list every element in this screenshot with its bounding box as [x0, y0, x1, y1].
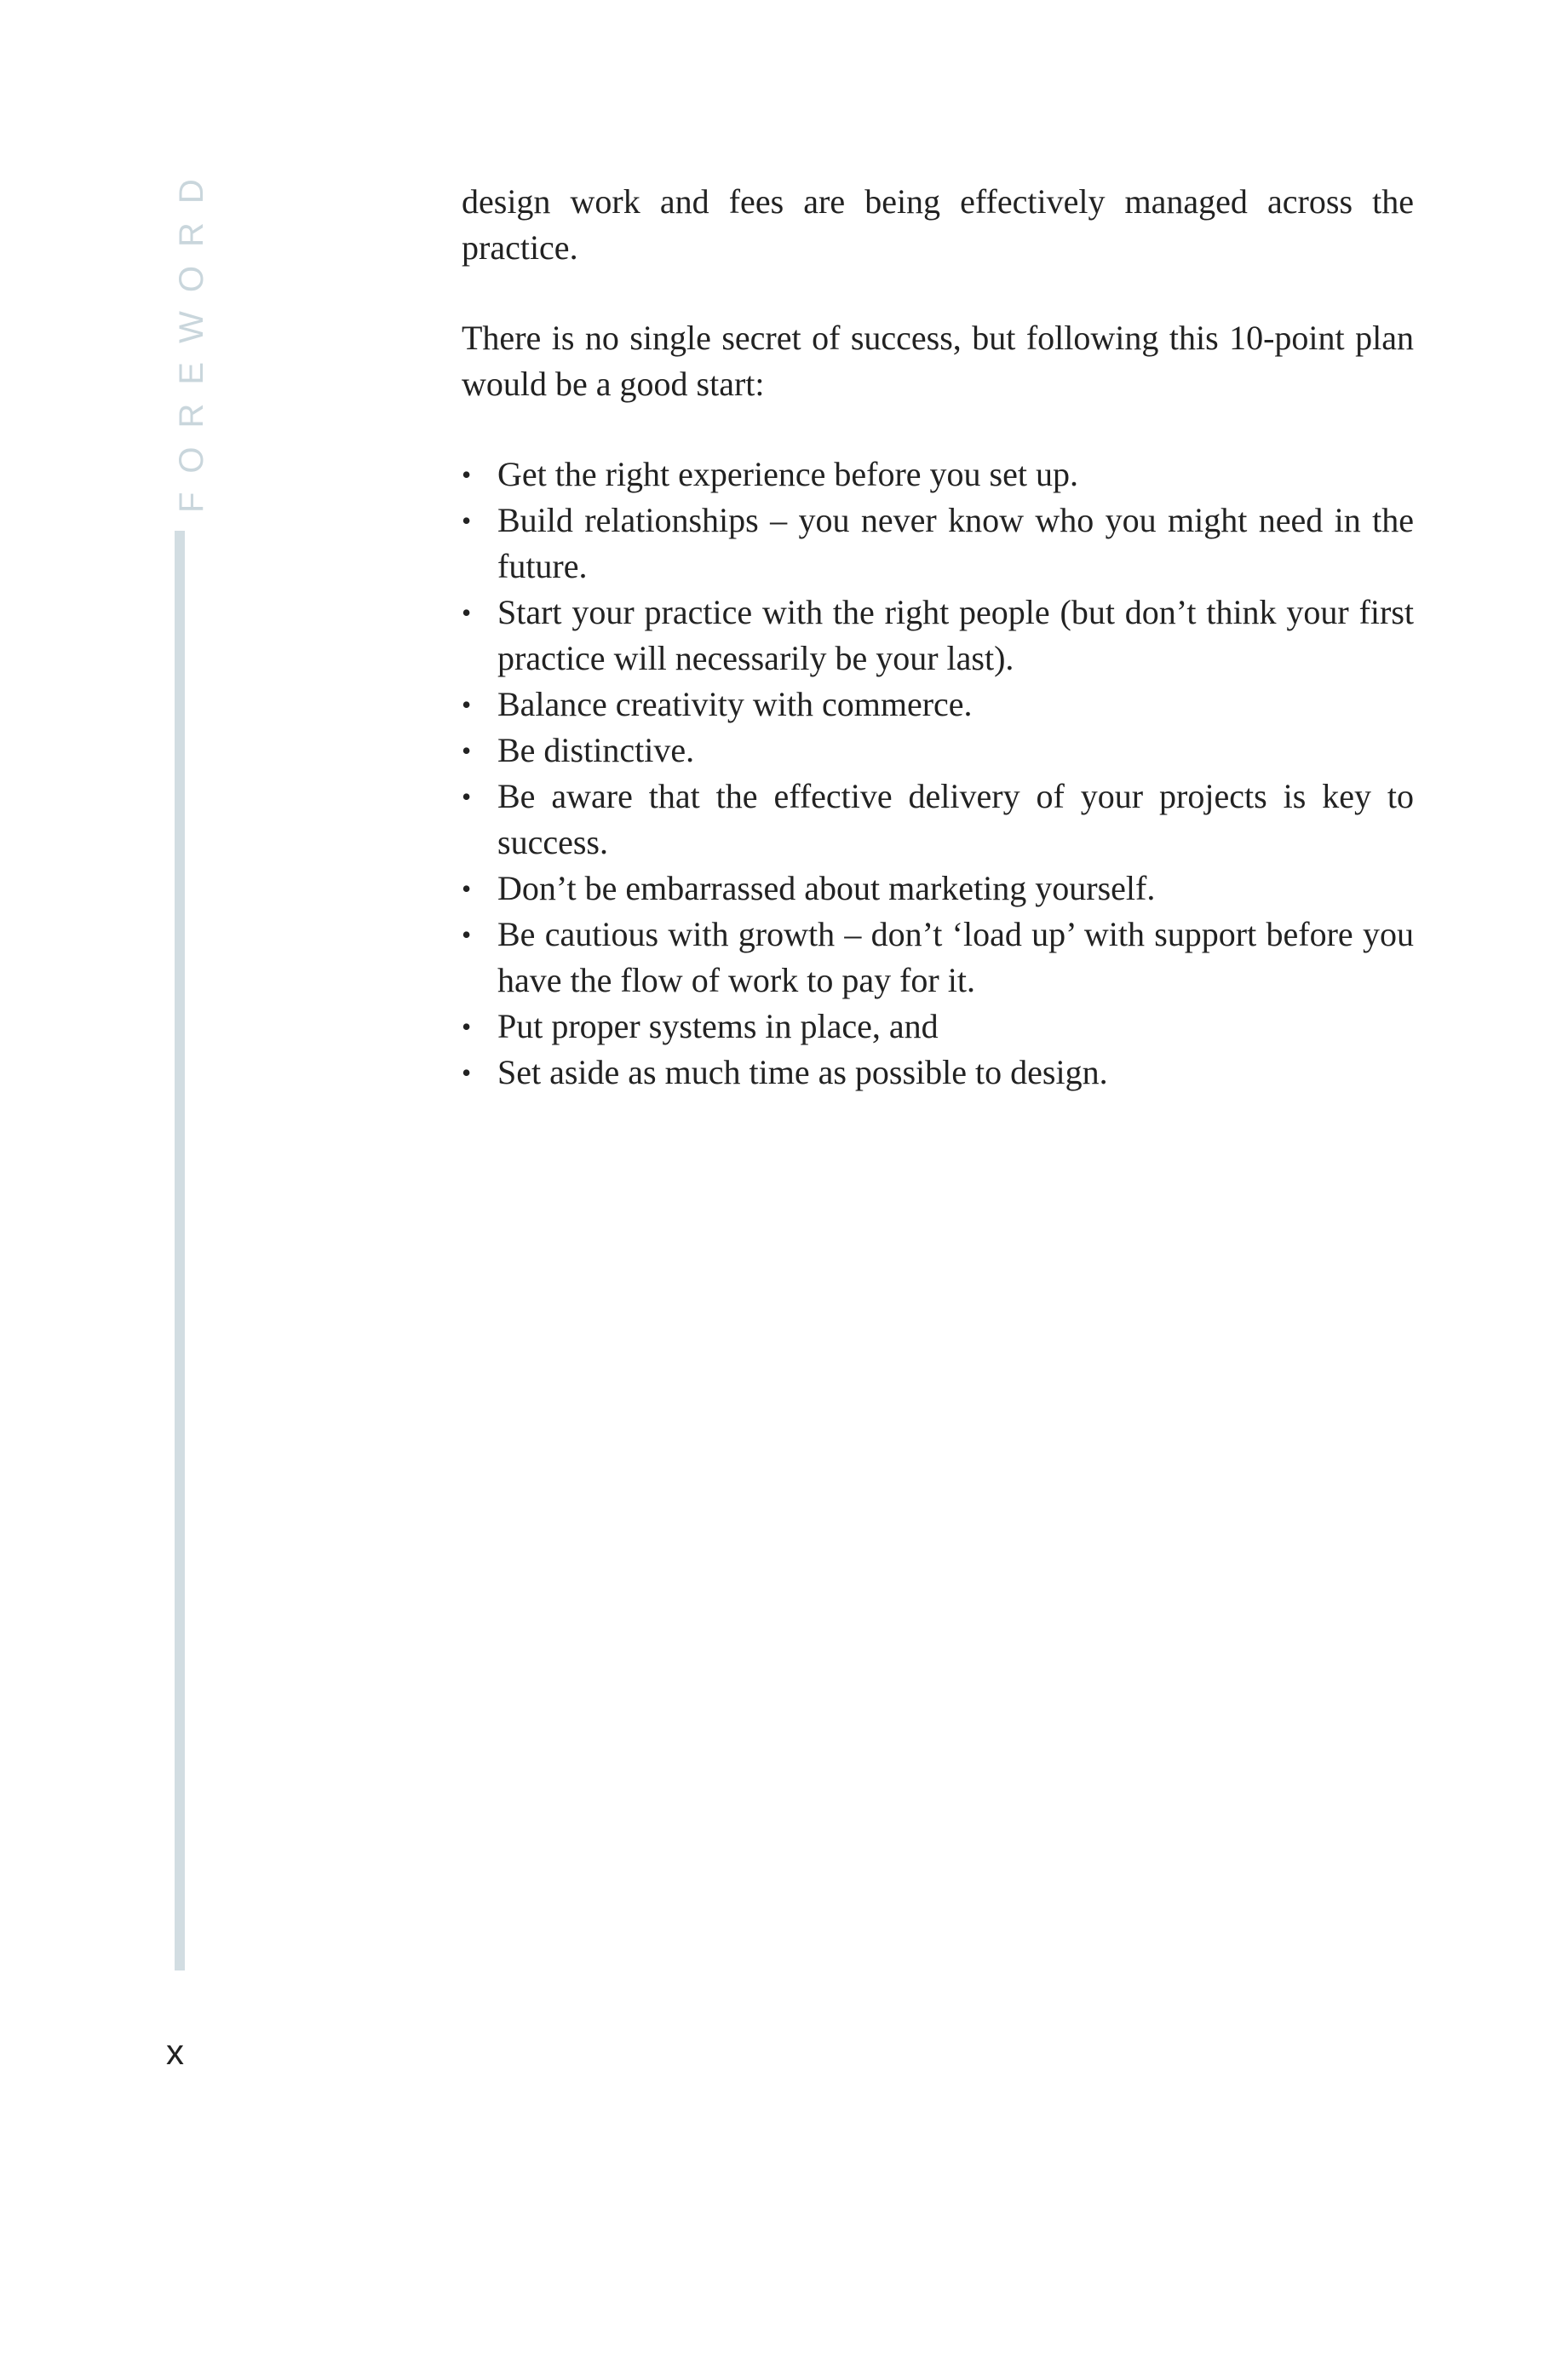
list-item — [462, 498, 1414, 590]
list-item — [462, 912, 1414, 1004]
list-item-text: Put proper systems in place, and — [497, 1007, 939, 1045]
side-rule — [175, 531, 185, 1970]
bullet-icon: • — [462, 459, 472, 490]
list-item-text: Balance creativity with commerce. — [497, 685, 973, 723]
paragraph: There is no single secret of success, but following this 10-point plan would be a good start: — [462, 319, 1414, 403]
list-item-text: Be aware that the effective delivery of your projects is key to success. — [497, 777, 1414, 861]
bullet-list — [462, 452, 1414, 1096]
list-item — [462, 1050, 1414, 1096]
paragraph: design work and fees are being effectively managed across the practice. — [462, 182, 1414, 267]
page-number: x — [166, 2032, 184, 2072]
bullet-icon: • — [462, 689, 472, 720]
list-item — [462, 866, 1414, 912]
list-item-text: Start your practice with the right people (but don’t think your first practice will necessarily be your last). — [497, 593, 1414, 677]
bullet-icon: • — [462, 735, 472, 766]
list-item — [462, 774, 1414, 866]
list-item — [462, 452, 1414, 498]
bullet-icon: • — [462, 919, 472, 950]
list-item-text: Don’t be embarrassed about marketing yourself. — [497, 869, 1156, 907]
bullet-icon: • — [462, 781, 472, 812]
list-item-text: Be cautious with growth – don’t ‘load up’ with support before you have the flow of work to pay for it. — [497, 915, 1414, 999]
list-item — [462, 590, 1414, 682]
body-text — [462, 179, 1414, 1096]
list-item-text: Be distinctive. — [497, 731, 695, 769]
bullet-icon: • — [462, 597, 472, 628]
bullet-icon: • — [462, 1057, 472, 1088]
list-item-text: Set aside as much time as possible to design. — [497, 1053, 1108, 1091]
list-item — [462, 728, 1414, 774]
bullet-icon: • — [462, 505, 472, 536]
list-item-text: Get the right experience before you set up. — [497, 455, 1078, 493]
bullet-icon: • — [462, 873, 472, 904]
bullet-icon: • — [462, 1011, 472, 1042]
list-item — [462, 682, 1414, 728]
section-label: FOREWORD — [173, 160, 210, 513]
list-item — [462, 1004, 1414, 1050]
list-item-text: Build relationships – you never know who you might need in the future. — [497, 501, 1414, 585]
